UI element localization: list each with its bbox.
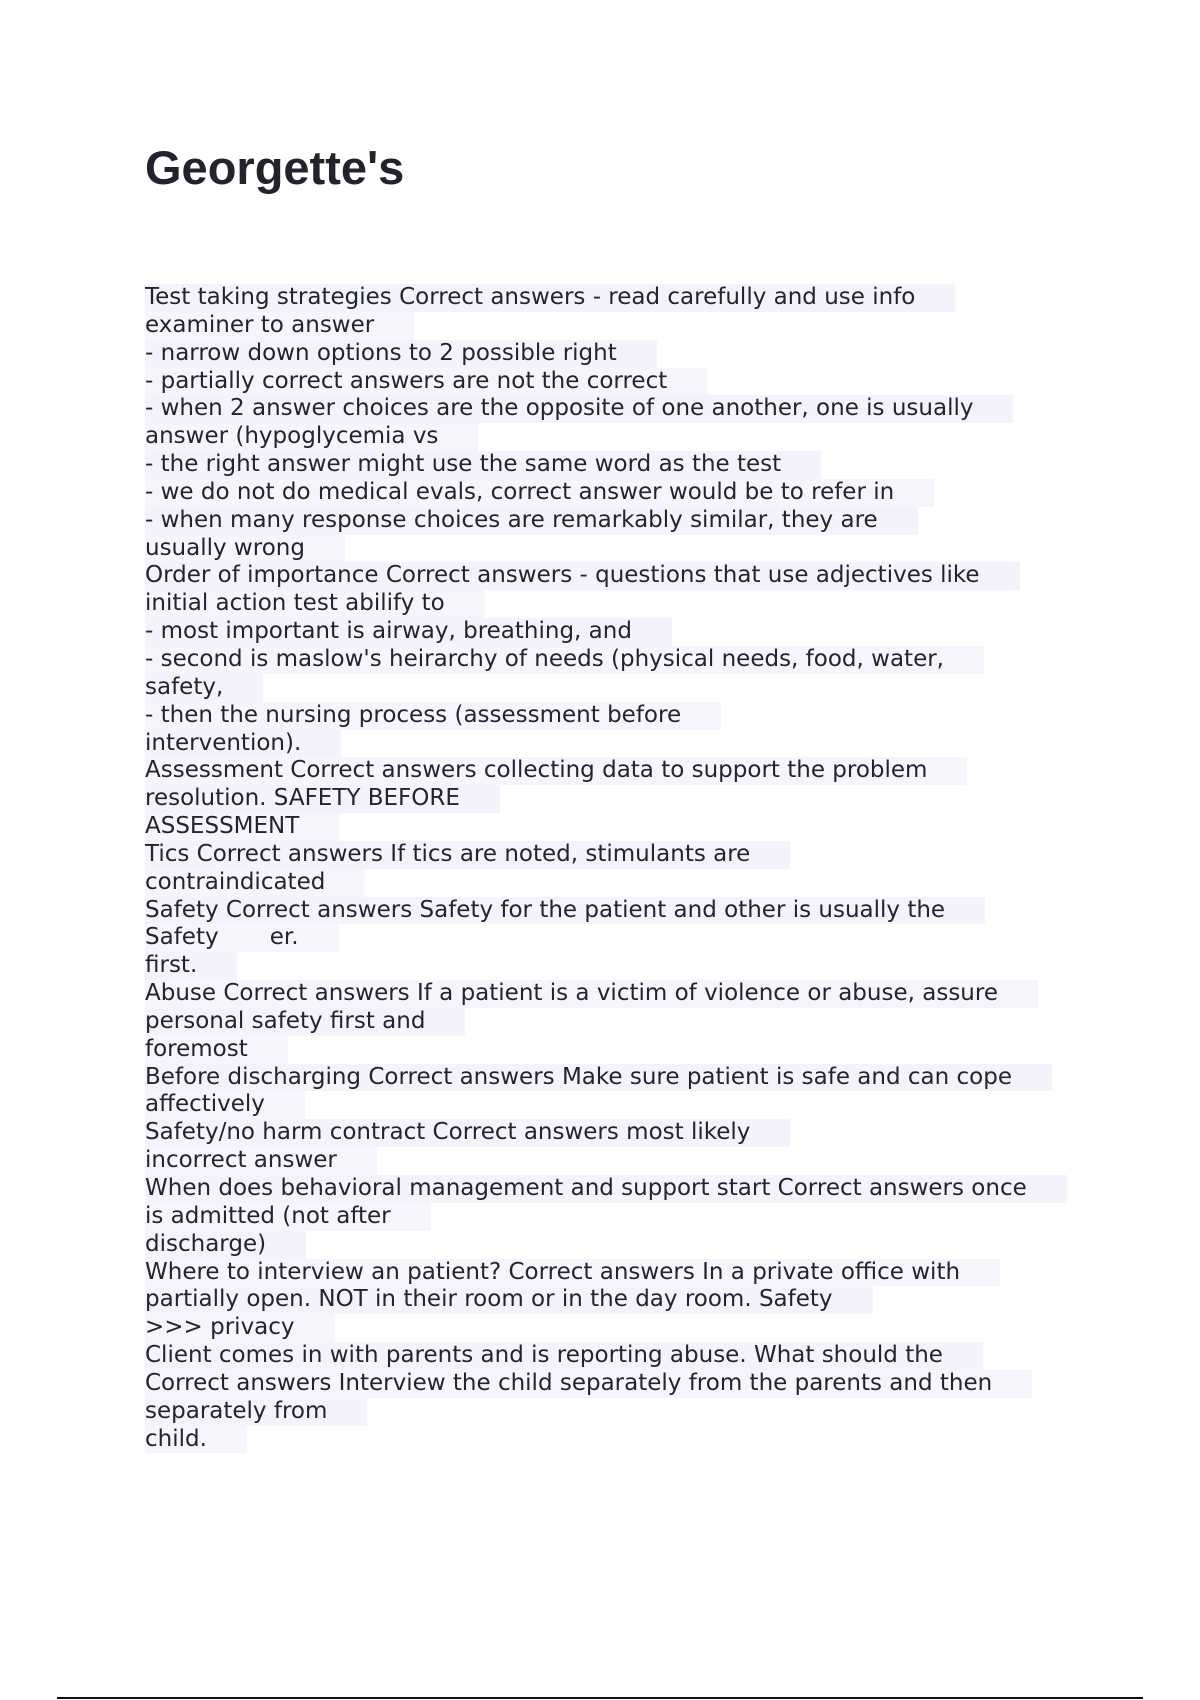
text-line <box>145 284 1145 312</box>
text-line <box>145 1147 1145 1175</box>
text-line <box>145 674 1145 702</box>
text-line <box>145 590 1145 618</box>
text-line <box>145 1342 1145 1370</box>
text-line-content: contraindicated <box>145 869 365 897</box>
text-line <box>145 1398 1145 1426</box>
footer-divider <box>57 1697 1143 1699</box>
text-line <box>145 340 1145 368</box>
text-line <box>145 1203 1145 1231</box>
text-line-content: is admitted (not after <box>145 1203 431 1231</box>
text-line <box>145 1064 1145 1092</box>
text-line <box>145 1370 1145 1398</box>
text-line-content: - most important is airway, breathing, and <box>145 618 672 646</box>
text-line <box>145 1091 1145 1119</box>
text-line <box>145 869 1145 897</box>
text-line-content: Correct answers Interview the child separately from the parents and then <box>145 1370 1032 1398</box>
text-line <box>145 813 1145 841</box>
text-line-content: >>> privacy <box>145 1314 335 1342</box>
text-line-content: Assessment Correct answers collecting data to support the problem <box>145 757 967 785</box>
text-line-content: examiner to answer <box>145 312 414 340</box>
text-line <box>145 730 1145 758</box>
text-line <box>145 841 1145 869</box>
text-line <box>145 897 1145 925</box>
text-line-content: personal safety first and <box>145 1008 465 1036</box>
text-line-content: Safety er. <box>145 924 339 952</box>
text-line <box>145 646 1145 674</box>
text-line-content: - narrow down options to 2 possible right <box>145 340 657 368</box>
text-line-content: Abuse Correct answers If a patient is a victim of violence or abuse, assure <box>145 980 1038 1008</box>
text-line <box>145 980 1145 1008</box>
text-line <box>145 1231 1145 1259</box>
text-line-content: initial action test abilify to <box>145 590 485 618</box>
text-line <box>145 1426 1145 1454</box>
text-line <box>145 757 1145 785</box>
text-line <box>145 1036 1145 1064</box>
text-line-content: first. <box>145 952 237 980</box>
text-line-content: Before discharging Correct answers Make sure patient is safe and can cope <box>145 1064 1052 1092</box>
text-line-content: affectively <box>145 1091 305 1119</box>
text-line-content: Tics Correct answers If tics are noted, stimulants are <box>145 841 790 869</box>
text-line-content: - we do not do medical evals, correct answer would be to refer in <box>145 479 934 507</box>
text-line <box>145 535 1145 563</box>
document-title: Georgette's <box>145 141 405 194</box>
text-line-content: - second is maslow's heirarchy of needs (physical needs, food, water, <box>145 646 984 674</box>
text-line <box>145 924 1145 952</box>
text-line-content: child. <box>145 1426 247 1454</box>
text-line <box>145 368 1145 396</box>
text-line-content: ASSESSMENT <box>145 813 339 841</box>
document-body <box>145 284 1145 1453</box>
text-line-content: Order of importance Correct answers - questions that use adjectives like <box>145 562 1020 590</box>
text-line <box>145 507 1145 535</box>
text-line <box>145 479 1145 507</box>
text-line-content: incorrect answer <box>145 1147 377 1175</box>
text-line-content: partially open. NOT in their room or in the day room. Safety <box>145 1286 873 1314</box>
text-line-content: intervention). <box>145 730 341 758</box>
text-line-content: Test taking strategies Correct answers - read carefully and use info <box>145 284 955 312</box>
text-line-content: separately from <box>145 1398 367 1426</box>
text-line <box>145 451 1145 479</box>
text-line-content: Client comes in with parents and is reporting abuse. What should the <box>145 1342 983 1370</box>
text-line <box>145 1314 1145 1342</box>
text-line-content: Safety/no harm contract Correct answers most likely <box>145 1119 790 1147</box>
text-line-content: - the right answer might use the same word as the test <box>145 451 821 479</box>
text-line <box>145 785 1145 813</box>
text-line-content: - when 2 answer choices are the opposite of one another, one is usually <box>145 395 1013 423</box>
text-line-content: Safety Correct answers Safety for the patient and other is usually the <box>145 897 985 925</box>
text-line <box>145 423 1145 451</box>
text-line <box>145 1119 1145 1147</box>
text-line-content: answer (hypoglycemia vs <box>145 423 478 451</box>
text-line-content: - then the nursing process (assessment before <box>145 702 721 730</box>
text-line <box>145 312 1145 340</box>
text-line <box>145 1008 1145 1036</box>
text-line <box>145 618 1145 646</box>
text-line-content: discharge) <box>145 1231 306 1259</box>
text-line-content: safety, <box>145 674 263 702</box>
text-line-content: foremost <box>145 1036 288 1064</box>
text-line <box>145 1286 1145 1314</box>
text-line-content: - partially correct answers are not the correct <box>145 368 707 396</box>
text-line <box>145 1259 1145 1287</box>
text-line-content: - when many response choices are remarkably similar, they are <box>145 507 918 535</box>
text-line <box>145 395 1145 423</box>
text-line <box>145 1175 1145 1203</box>
text-line <box>145 702 1145 730</box>
text-line-content: resolution. SAFETY BEFORE <box>145 785 500 813</box>
text-line-content: Where to interview an patient? Correct answers In a private office with <box>145 1259 1000 1287</box>
text-line <box>145 952 1145 980</box>
text-line <box>145 562 1145 590</box>
text-line-content: When does behavioral management and support start Correct answers once <box>145 1175 1067 1203</box>
text-line-content: usually wrong <box>145 535 345 563</box>
